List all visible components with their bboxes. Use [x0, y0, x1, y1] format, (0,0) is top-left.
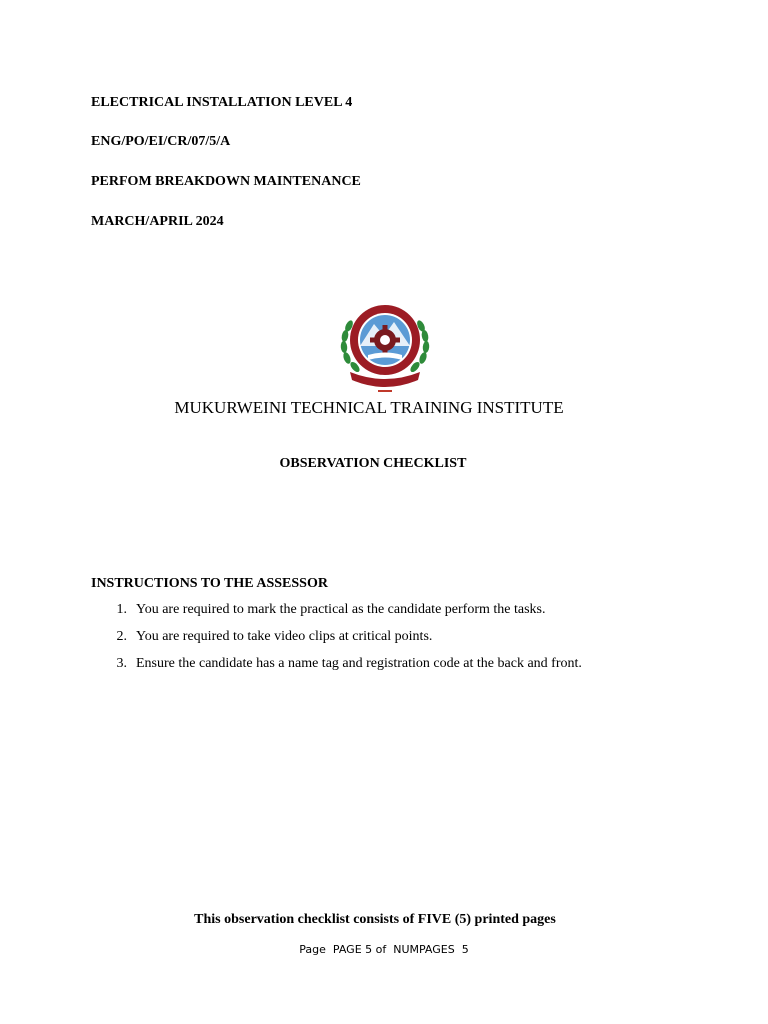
list-text: You are required to mark the practical as the candidate perform the tasks.: [136, 602, 546, 617]
list-text: Ensure the candidate has a name tag and registration code at the back and front.: [136, 656, 582, 671]
list-number: 3.: [116, 656, 127, 671]
document-title: OBSERVATION CHECKLIST: [279, 456, 467, 471]
unit-title: PERFOM BREAKDOWN MAINTENANCE: [91, 174, 361, 189]
list-text: You are required to take video clips at critical points.: [136, 629, 433, 644]
institute-name: MUKURWEINI TECHNICAL TRAINING INSTITUTE: [174, 398, 564, 417]
unit-code: ENG/PO/EI/CR/07/5/A: [91, 134, 231, 149]
page-count-note: This observation checklist consists of FIVE (5) printed pages: [194, 912, 556, 927]
page-number-field: Page PAGE 5 of NUMPAGES 5: [299, 943, 469, 956]
instructions-heading: INSTRUCTIONS TO THE ASSESSOR: [91, 576, 328, 591]
exam-session: MARCH/APRIL 2024: [91, 214, 224, 229]
list-number: 2.: [116, 629, 127, 644]
course-title: ELECTRICAL INSTALLATION LEVEL 4: [91, 95, 353, 110]
institute-crest-icon: [338, 300, 432, 396]
list-number: 1.: [116, 602, 127, 617]
